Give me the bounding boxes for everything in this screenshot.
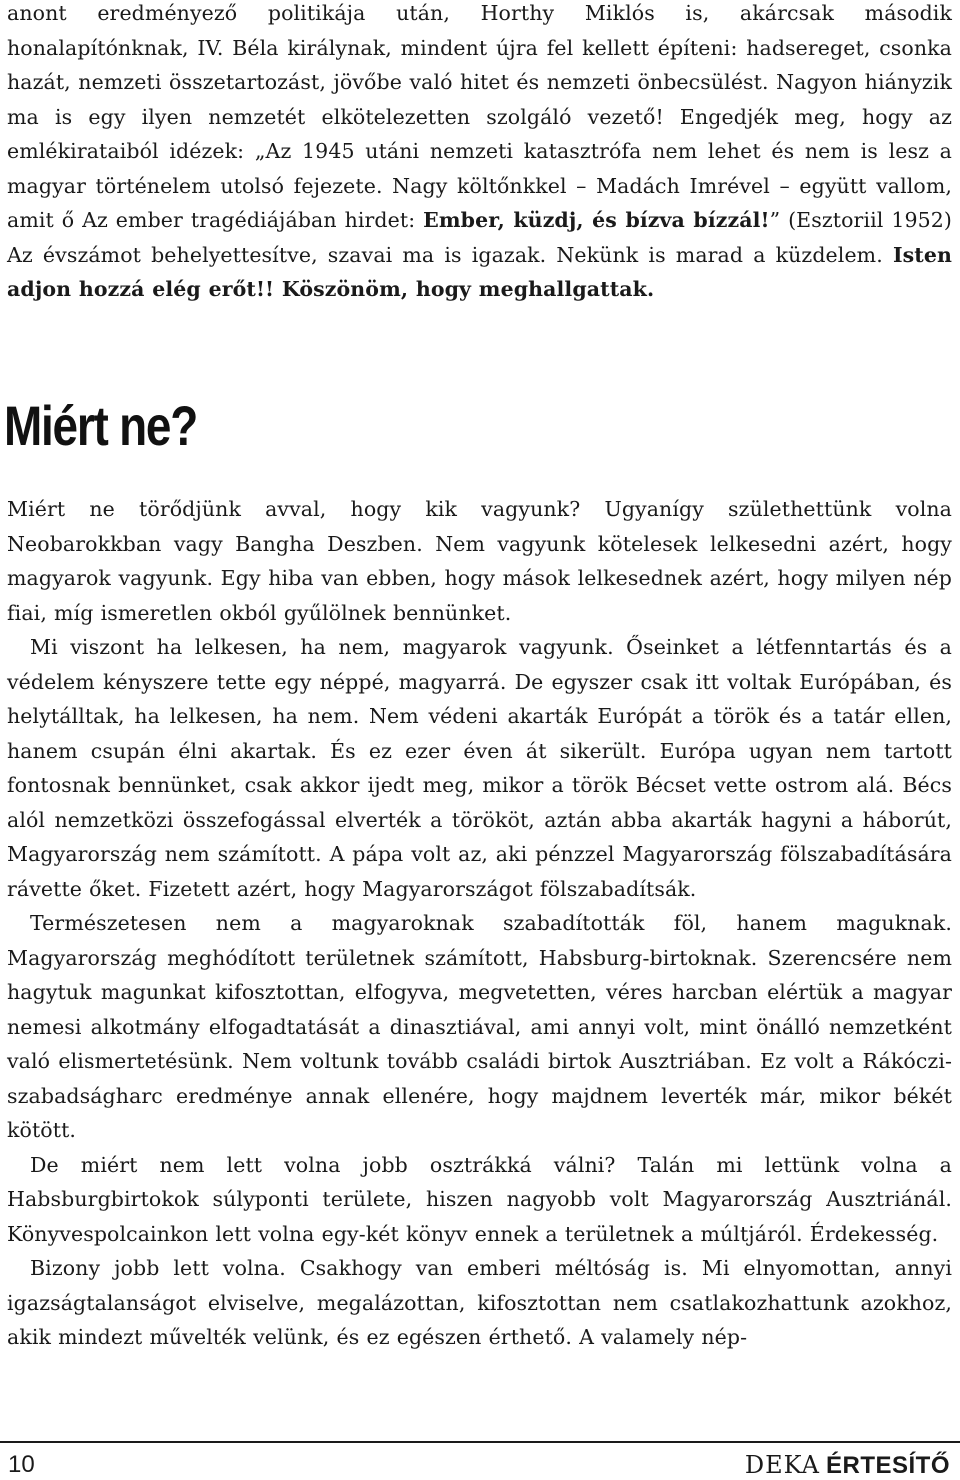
body-paragraph: Bizony jobb lett volna. Csakhogy van emberi méltóság is. Mi elnyomottan, annyi igazságtalanságot elviselve, megalázottan, kifosztottan nem csatlakozhattunk azokhoz, akik mindezt művelték velünk, és ez egészen érthető. A valamely nép- [7,1256,952,1349]
body-paragraph: Mi viszont ha lelkesen, ha nem, magyarok vagyunk. Őseinket a létfenntartás és a védelem kényszere tette egy néppé, magyarrá. De egyszer csak itt voltak Európában, és helytálltak, ha lelkesen, ha nem. Nem védeni akarták Európát a török és a tatár ellen, hanem csupán élni akartak. És ez ezer éven át sikerült. Európa ugyan nem tartott fontosnak bennünket, csak akkor ijedt meg, mikor a török Bécset vette ostrom alá. Bécs alól nemzetközi összefogással elverték a törököt, aztán abba akarták hagyni a háborút, Magyarország nem számított. A pápa volt az, aki pénzzel Magyarország fölszabadítására rávette őket. Fizetett azért, hogy Magyarországot fölszabadítsák. [7,635,952,901]
publication-masthead [745,1451,950,1480]
body-paragraph: Természetesen nem a magyaroknak szabadították föl, hanem maguknak. Magyarország meghódított területnek számított, Habsburg-birtoknak. Szerencsére nem hagytuk magunkat kifosztottan, elfogyva, megvetetten, véres harcban elértük a magyar nemesi alkotmány elfogadtatását a dinasztiával, ami annyi volt, mint önálló nemzetként való elismertetésünk. Nem voltunk tovább családi birtok Ausztriában. Ez volt a Rákóczi-szabadságharc eredménye annak ellenére, hogy majdnem leverték már, mikor békét kötött. [7,911,952,1142]
section-heading: Miért ne? [4,394,198,457]
intro-text [7,0,952,307]
masthead-deka: DEKA [744,1451,820,1479]
intro-text-part-2: ” (Esztoriil 1952) Az évszámot behelyettesítve, szavai ma is igazak. Nekünk is marad a küzdelem. [7,208,952,267]
masthead-ertesito: ÉRTESÍTŐ [825,1452,950,1479]
body-paragraph: Miért ne törődjünk avval, hogy kik vagyunk? Ugyanígy születhettünk volna Neobarokkban vagy Bangha Deszben. Nem vagyunk kötelesek lelkesedni azért, hogy magyarok vagyunk. Egy hiba van ebben, hogy mások lelkesednek azért, hogy milyen nép fiai, míg ismeretlen okból gyűlölnek bennünket. [7,497,952,625]
body-paragraph: De miért nem lett volna jobb osztrákká válni? Talán mi lettünk volna a Habsburgbirtokok súlyponti területe, hiszen nagyobb volt Magyarország Ausztriánál. Könyvespolcainkon lett volna egy-két könyv ennek a területnek a múltjáról. Érdekesség. [7,1152,952,1246]
intro-closing-bold: Isten adjon hozzá elég erőt!! Köszönöm, hogy meghallgattak. [7,242,952,301]
intro-text-part-1: anont eredményező politikája után, Horthy Miklós is, akárcsak második honalapítónknak, IV. Béla királynak, mindent újra fel kellett építeni: hadsereget, csonka hazát, nemzeti összetartozást, jövőbe való hitet és nemzeti önbecsülést. Nagyon hiányzik ma is egy ilyen nemzetét elkötelezetten szolgáló vezető! Engedjék meg, hogy az emlékirataiból idézek: „Az 1945 utáni nemzeti katasztrófa nem lehet és nem is lesz a magyar történelem utolsó fejezete. Nagy költőnkkel – Madách Imrével – együtt vallom, amit ő Az ember tragédiájában hirdet: [7,1,952,232]
intro-quote-bold: Ember, küzdj, és bízva bízzál! [423,208,770,232]
footer-divider [0,1441,960,1443]
page-number: 10 [8,1451,35,1478]
intro-paragraph [7,0,952,307]
article-body [7,492,952,1355]
